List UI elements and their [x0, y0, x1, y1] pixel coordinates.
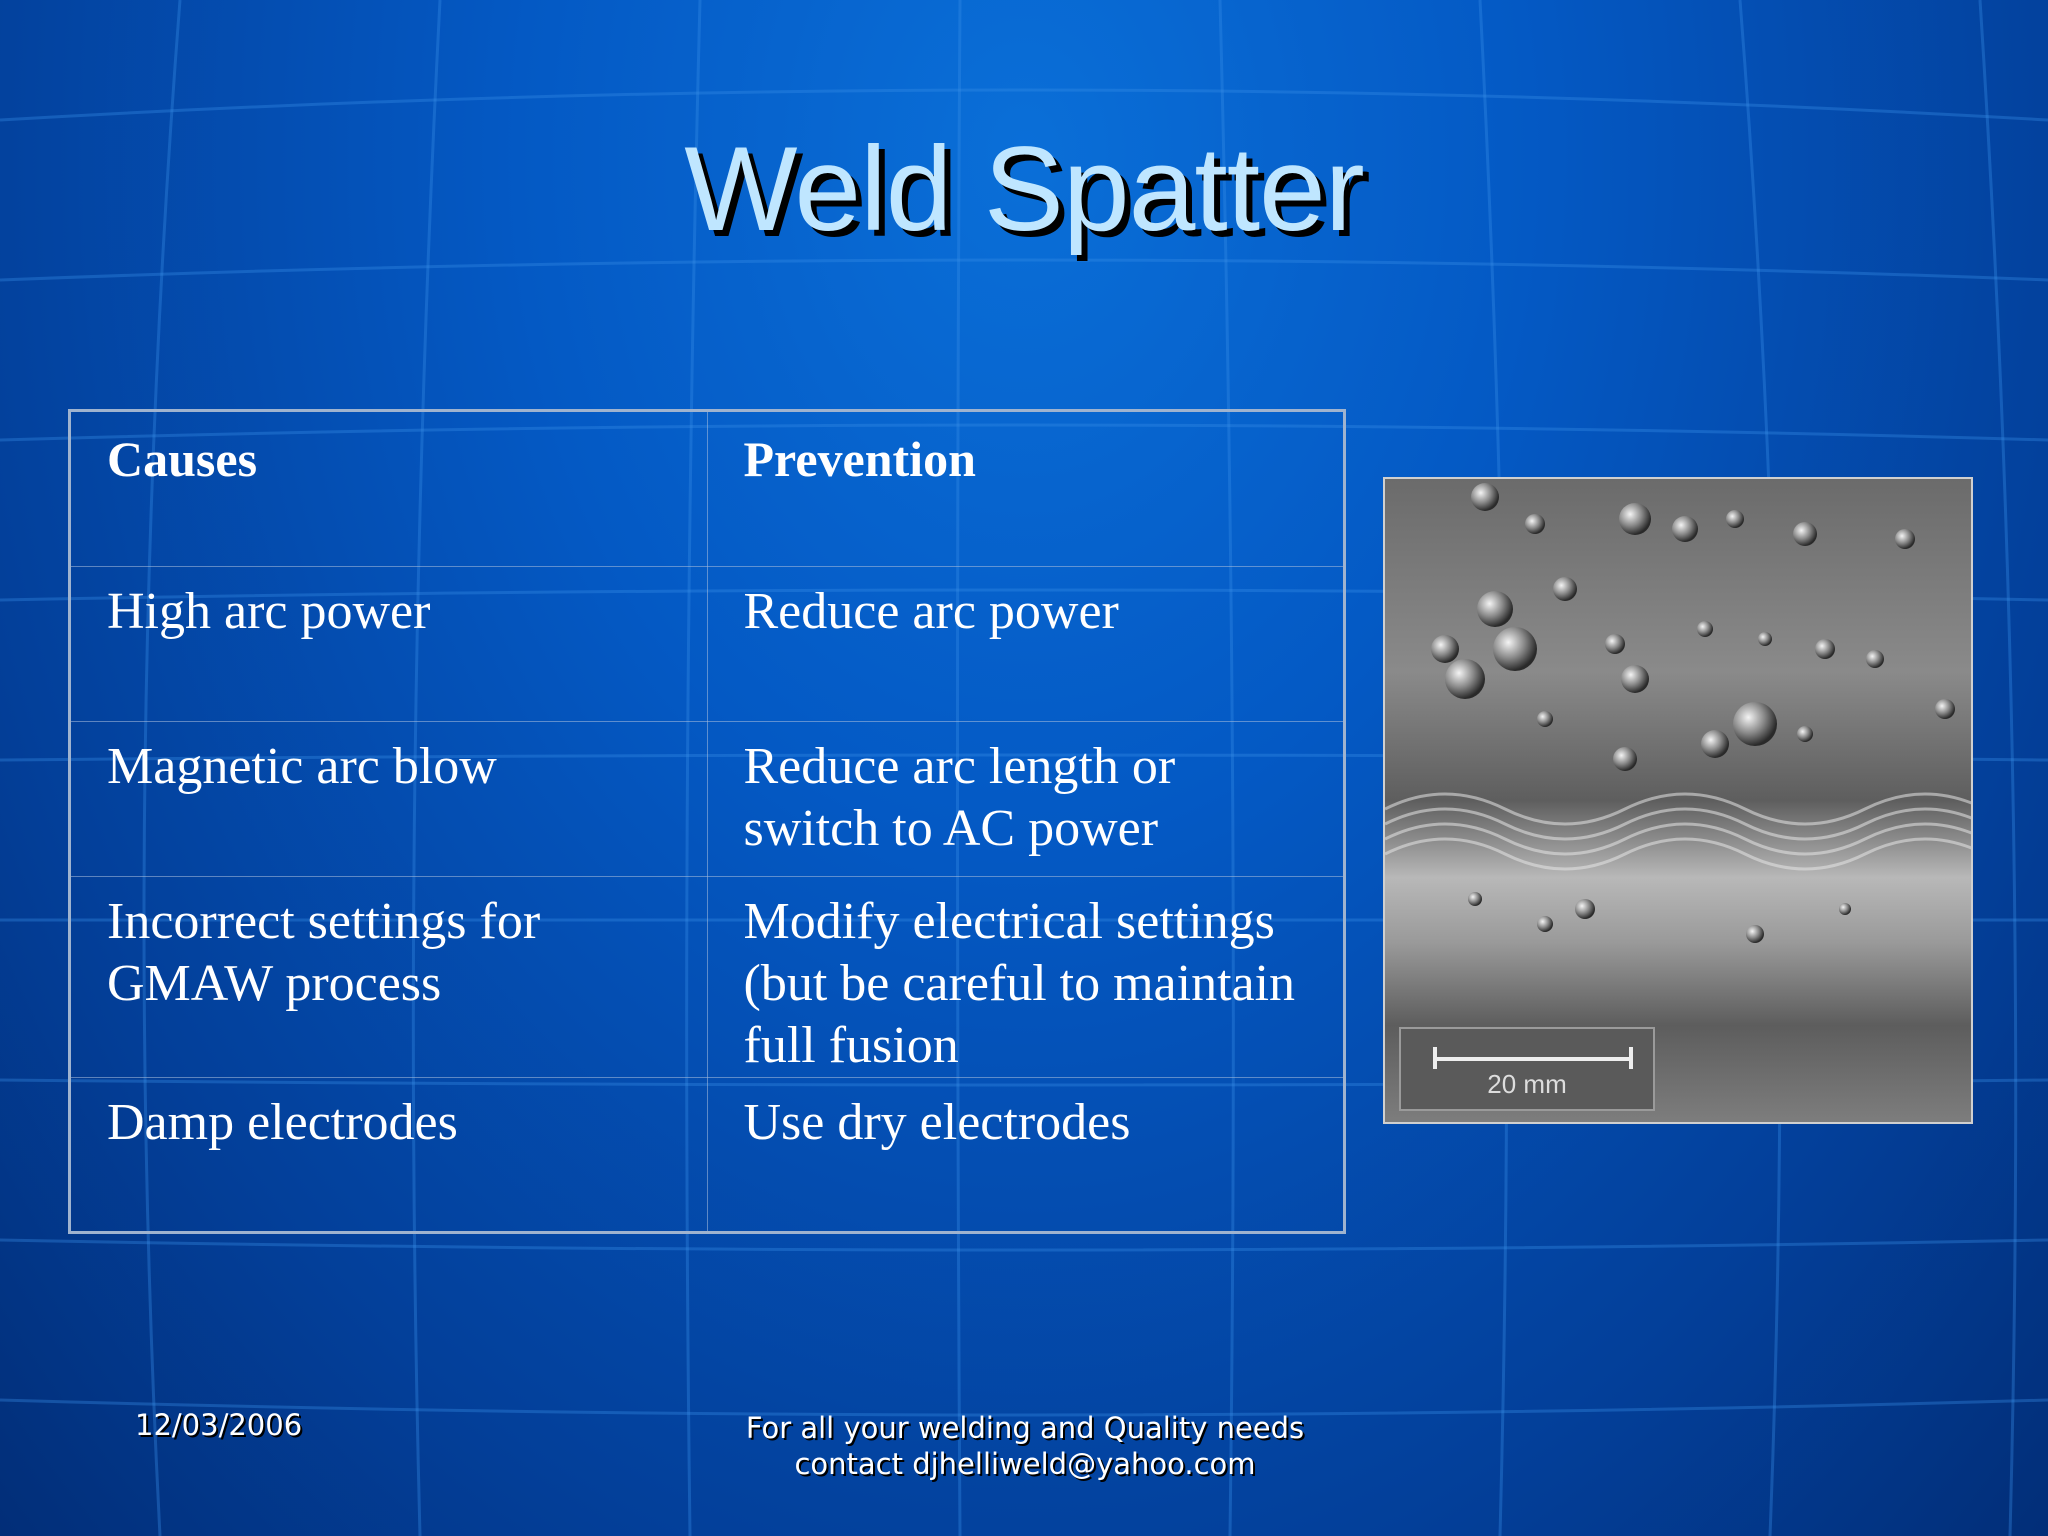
prevention-cell: Reduce arc power: [707, 567, 1345, 722]
slide-title: Weld Spatter: [684, 122, 1364, 256]
footer-contact-line1: For all your welding and Quality needs: [745, 1411, 1305, 1445]
cause-cell: Damp electrodes: [70, 1078, 708, 1233]
scale-bar: [1399, 1027, 1655, 1111]
scale-label: 20 mm: [1487, 1069, 1567, 1099]
table-row: [70, 877, 1345, 1078]
header-causes: Causes: [70, 411, 708, 567]
header-prevention: Prevention: [707, 411, 1345, 567]
cause-cell: High arc power: [70, 567, 708, 722]
footer-date: 12/03/2006: [135, 1408, 303, 1442]
prevention-cell: Modify electrical settings (but be careful to maintain full fusion: [707, 877, 1345, 1078]
table-row: [70, 567, 1345, 722]
table-header-row: [70, 411, 1345, 567]
weld-spatter-photo: [1383, 477, 1973, 1124]
prevention-cell: Use dry electrodes: [707, 1078, 1345, 1233]
causes-prevention-table: [68, 409, 1346, 1234]
cause-cell: Magnetic arc blow: [70, 722, 708, 877]
footer-contact-line2: contact djhelliweld@yahoo.com: [794, 1447, 1256, 1481]
spatter-illustration: [1385, 479, 1971, 1122]
table-row: [70, 722, 1345, 877]
cause-cell: Incorrect settings for GMAW process: [70, 877, 708, 1078]
table-row: [70, 1078, 1345, 1233]
prevention-cell: Reduce arc length or switch to AC power: [707, 722, 1345, 877]
scale-bar-line: [1401, 1029, 1653, 1069]
footer-contact: [700, 1410, 1350, 1482]
